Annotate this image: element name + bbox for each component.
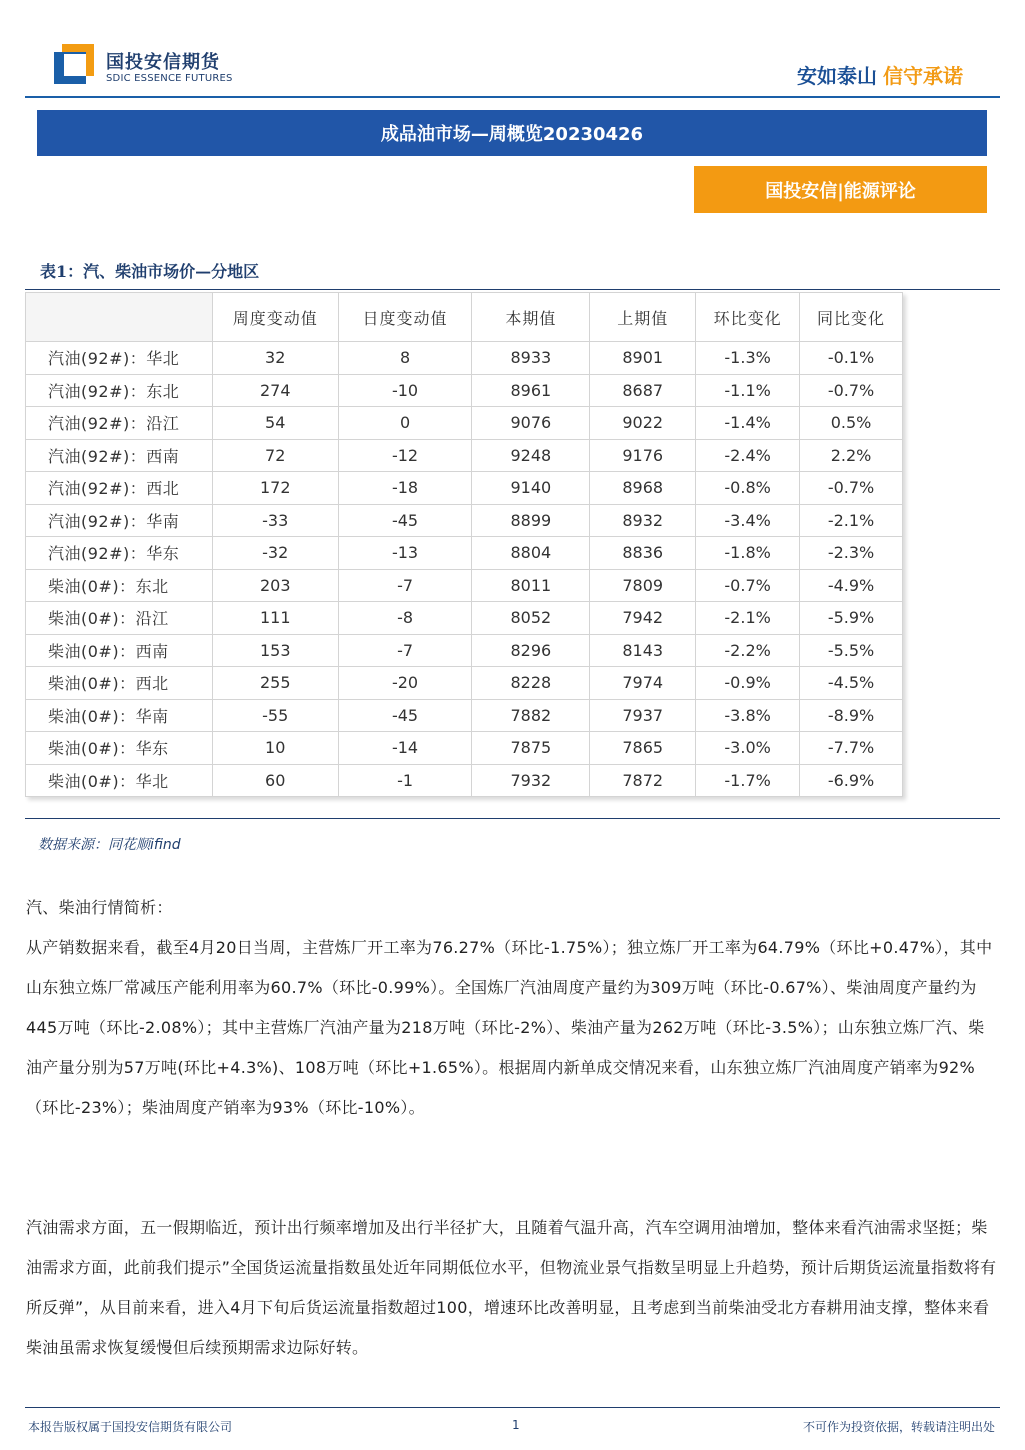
table-cell: 0.5% [800,407,903,440]
table-cell: 9176 [590,439,696,472]
row-label-cell: 柴油(0#)：西南 [26,634,213,667]
slogan [797,60,963,89]
table-cell: -6.9% [800,764,903,797]
table-cell: -1 [338,764,472,797]
table-cell: 8932 [590,504,696,537]
table-cell: -7 [338,634,472,667]
table-cell: 111 [212,602,338,635]
table-cell: -7.7% [800,732,903,765]
page-number: 1 [512,1418,520,1432]
table-cell: 9140 [472,472,590,505]
table-cell: -45 [338,699,472,732]
analysis-paragraph-2: 汽油需求方面，五一假期临近，预计出行频率增加及出行半径扩大，且随着气温升高，汽车空调用油增加，整体来看汽油需求坚挺；柴油需求方面，此前我们提示”全国货运流量指数虽处近年同期低位水平，但物流业景气指数呈明显上升趋势，预计后期货运流量指数将有所反弹”，从目前来看，进入4月下旬后货运流量指数超过100，增速环比改善明显，且考虑到当前柴油受北方春耕用油支撑，整体来看柴油虽需求恢复缓慢但后续预期需求边际好转。 [26,1218,997,1357]
table-cell: 172 [212,472,338,505]
row-label-cell: 汽油(92#)：西北 [26,472,213,505]
footer-disclaimer: 不可作为投资依据，转载请注明出处 [802,1420,995,1434]
table-cell: 8228 [472,667,590,700]
header-cell: 上期值 [590,293,696,342]
table-cell: 0 [338,407,472,440]
table-cell: 7875 [472,732,590,765]
table-title: 表1：汽、柴油市场价—分地区 [40,262,260,281]
table-cell: -2.4% [696,439,800,472]
table-cell: -3.4% [696,504,800,537]
table-cell: -12 [338,439,472,472]
table-cell: -8.9% [800,699,903,732]
header-divider [25,96,1000,98]
table-cell: 32 [212,342,338,375]
table-cell: 8143 [590,634,696,667]
table-row [26,504,903,537]
row-label-cell: 汽油(92#)：华南 [26,504,213,537]
table-cell: 8933 [472,342,590,375]
footer-copyright: 本报告版权属于国投安信期货有限公司 [28,1420,233,1434]
table-top-divider [25,289,1000,290]
table-cell: 153 [212,634,338,667]
table-cell: -8 [338,602,472,635]
header-cell [26,293,213,342]
table-cell: -0.7% [696,569,800,602]
table-cell: -0.8% [696,472,800,505]
table-cell: 7809 [590,569,696,602]
table-cell: -3.0% [696,732,800,765]
row-label-cell: 柴油(0#)：华东 [26,732,213,765]
row-label-cell: 柴油(0#)：华南 [26,699,213,732]
table-cell: -14 [338,732,472,765]
row-label-cell: 汽油(92#)：华北 [26,342,213,375]
table-row [26,732,903,765]
table-cell: 7937 [590,699,696,732]
table-cell: 72 [212,439,338,472]
table-cell: 7882 [472,699,590,732]
table-cell: -3.8% [696,699,800,732]
table-cell: 8968 [590,472,696,505]
analysis-heading: 汽、柴油行情简析： [26,898,173,917]
table-cell: 7872 [590,764,696,797]
row-label-cell: 柴油(0#)：沿江 [26,602,213,635]
table-cell: -1.3% [696,342,800,375]
table-bottom-divider [25,818,1000,819]
table-cell: 9022 [590,407,696,440]
table-row [26,472,903,505]
header-cell: 环比变化 [696,293,800,342]
table-cell: -1.4% [696,407,800,440]
table-cell: 8 [338,342,472,375]
price-table [25,292,903,797]
table-row [26,439,903,472]
row-label-cell: 汽油(92#)：西南 [26,439,213,472]
table-row [26,634,903,667]
table-cell: -55 [212,699,338,732]
table-cell: -10 [338,374,472,407]
table-cell: -7 [338,569,472,602]
company-name-en: SDIC ESSENCE FUTURES [106,73,233,84]
table-cell: -1.8% [696,537,800,570]
table-cell: 7865 [590,732,696,765]
data-source: 数据来源：同花顺ifind [38,837,181,853]
analysis-paragraph-1: 从产销数据来看，截至4月20日当周，主营炼厂开工率为76.27%（环比-1.75%）；独立炼厂开工率为64.79%（环比+0.47%），其中山东独立炼厂常减压产能利用率为60.7%（环比-0.99%）。全国炼厂汽油周度产量约为309万吨（环比-0.67%）、柴油周度产量约为445万吨（环比-2.08%）；其中主营炼厂汽油产量为218万吨（环比-2%）、柴油产量为262万吨（环比-3.5%）；山东独立炼厂汽、柴油产量分别为57万吨(环比+4.3%)、108万吨（环比+1.65%）。根据周内新单成交情况来看，山东独立炼厂汽油周度产销率为92%（环比-23%）；柴油周度产销率为93%（环比-10%）。 [26,938,993,1117]
table-cell: -0.7% [800,472,903,505]
header-cell: 日度变动值 [338,293,472,342]
table-cell: 2.2% [800,439,903,472]
table-row [26,602,903,635]
table-row [26,342,903,375]
table-cell: -2.1% [800,504,903,537]
table-cell: 8296 [472,634,590,667]
table-cell: 7942 [590,602,696,635]
table-cell: 8836 [590,537,696,570]
table-cell: -13 [338,537,472,570]
row-label-cell: 柴油(0#)：华北 [26,764,213,797]
table-cell: 54 [212,407,338,440]
report-tag: 国投安信|能源评论 [694,166,987,213]
table-cell: 8052 [472,602,590,635]
table-cell: -33 [212,504,338,537]
table-cell: 8804 [472,537,590,570]
table-cell: -4.9% [800,569,903,602]
table-cell: 7932 [472,764,590,797]
table-cell: 255 [212,667,338,700]
slogan-part1: 安如泰山 [797,64,877,88]
table-row [26,569,903,602]
table-cell: 8011 [472,569,590,602]
table-cell: -5.5% [800,634,903,667]
table-cell: -1.7% [696,764,800,797]
table-cell: -0.7% [800,374,903,407]
table-cell: 274 [212,374,338,407]
table-row [26,699,903,732]
slogan-part2: 信守承诺 [883,64,963,88]
table-cell: -5.9% [800,602,903,635]
table-cell: -32 [212,537,338,570]
row-label-cell: 柴油(0#)：东北 [26,569,213,602]
table-cell: 203 [212,569,338,602]
table-cell: 7974 [590,667,696,700]
footer-divider [25,1407,1000,1408]
table-cell: -45 [338,504,472,537]
table-row [26,764,903,797]
header-cell: 本期值 [472,293,590,342]
table-cell: -4.5% [800,667,903,700]
row-label-cell: 汽油(92#)：东北 [26,374,213,407]
table-cell: -1.1% [696,374,800,407]
row-label-cell: 汽油(92#)：沿江 [26,407,213,440]
company-logo-icon [54,42,98,84]
table-row [26,374,903,407]
table-cell: 8899 [472,504,590,537]
header-cell: 同比变化 [800,293,903,342]
table-cell: 8901 [590,342,696,375]
table-cell: 9076 [472,407,590,440]
table-cell: -0.1% [800,342,903,375]
table-cell: -2.1% [696,602,800,635]
table-cell: -20 [338,667,472,700]
row-label-cell: 汽油(92#)：华东 [26,537,213,570]
table-row [26,537,903,570]
table-cell: 60 [212,764,338,797]
table-cell: 10 [212,732,338,765]
table-cell: 9248 [472,439,590,472]
header-cell: 周度变动值 [212,293,338,342]
table-cell: -18 [338,472,472,505]
table-row [26,407,903,440]
table-cell: 8687 [590,374,696,407]
company-name: 国投安信期货 [106,52,220,73]
table-body [26,342,903,797]
table-cell: -0.9% [696,667,800,700]
row-label-cell: 柴油(0#)：西北 [26,667,213,700]
table-cell: -2.2% [696,634,800,667]
table-cell: -2.3% [800,537,903,570]
report-title: 成品油市场—周概览20230426 [37,110,987,156]
table-cell: 8961 [472,374,590,407]
table-header-row [26,293,903,342]
table-row [26,667,903,700]
